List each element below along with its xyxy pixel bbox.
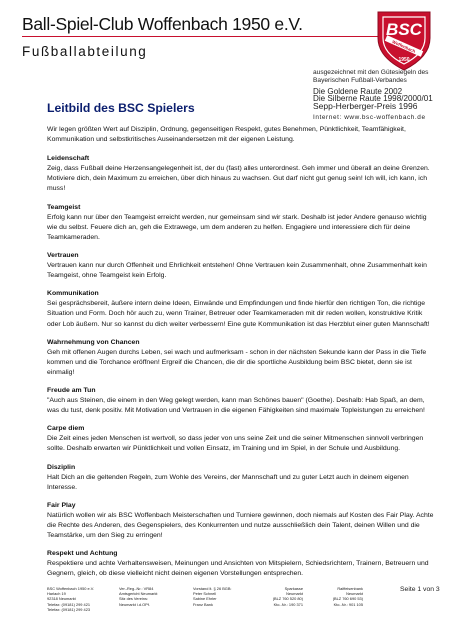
section-text: Geh mit offenen Augen durchs Leben, sei wach und aufmerksam - schon in der nächsten Sekunde kann der Pass in die Tiefe kommen und die Torchance eröffnen! Ergreif die Chancen, die dir die sportliche Ausbildung beim BSC bietet, denn sie ist einmalig! [47, 348, 427, 376]
footer-line: Kto.-Nr.: 901 105 [333, 601, 363, 607]
footer-line: Neumarkt [346, 591, 363, 597]
section-heading: Kommunikation [47, 290, 99, 298]
section-heading: Respekt und Achtung [47, 550, 118, 558]
section-kommunikation [47, 289, 435, 329]
internet-address: Internet: www.bsc-woffenbach.de [313, 113, 426, 121]
section-text: Die Zeit eines jeden Menschen ist wertvoll, so dass jeder von uns seine Zeit und die seiner Mitmenschen sinnvoll verbringen sollte. Deshalb erwarten wir Pünktlichkeit und vollen Einsatz, im Training und im Spiel, in der Schule und Ausbildung. [47, 435, 424, 453]
footer-address [47, 586, 94, 612]
awards-block [313, 69, 443, 122]
section-text: Natürlich wollen wir als BSC Woffenbach Meisterschaften und Turniere gewinnen, doch niemals auf Kosten des Fair Play. Achte die Rechte des Anderen, des Gegenspielers, des Konkurrenten und nutze ausschließlich dein Talent, deinen Willen und die Teamstärke, um den Sieg zu erringen! [47, 511, 434, 540]
award-line-1: ausgezeichnet mit den Gütesiegeln des [313, 69, 429, 76]
document-body [47, 125, 435, 587]
footer-line: Neumarkt [286, 591, 303, 597]
award-herberger-preis: Sepp-Herberger-Preis 1996 [313, 101, 418, 112]
footer-registry [119, 586, 158, 607]
logo-year: 1950 [398, 57, 410, 63]
footer-bank-sparkasse [255, 586, 303, 607]
section-heading: Fair Play [47, 501, 76, 509]
footer-line: Sabine Ehrler [193, 596, 217, 602]
logo-text: BSC [386, 20, 422, 39]
footer-line: Telefax: (09181) 299 423 [47, 606, 91, 612]
section-text: Erfolg kann nur über den Teamgeist erreicht werden, nur gemeinsam sind wir stark. Deshalb ist jeder Andere genauso wichtig wie du selbst. Feuere dich an, geh die Extrawege, um dem anderen zu helfen. Engagiere und interessiere dich für deine Teamkameraden. [47, 213, 427, 241]
footer-line: Amtsgericht Neumarkt [119, 591, 158, 597]
section-wahrnehmung [47, 338, 435, 378]
section-heading: Teamgeist [47, 203, 81, 211]
footer-line: Neumarkt i.d.OPf. [119, 601, 150, 607]
club-name: Ball-Spiel-Club Woffenbach 1950 e.V. [22, 14, 303, 34]
section-heading: Wahrnehmung von Chancen [47, 338, 140, 346]
footer-line: Sparkasse [284, 586, 303, 591]
document-title: Leitbild des BSC Spielers [47, 101, 195, 115]
award-goldene-raute: Die Goldene Raute 2002 [313, 86, 403, 96]
page-number: Seite 1 von 3 [400, 586, 440, 593]
section-heading: Freude am Tun [47, 386, 96, 394]
section-heading: Disziplin [47, 463, 76, 471]
section-fair-play [47, 501, 435, 541]
intro-paragraph: Wir legen größten Wert auf Disziplin, Ordnung, gegenseitigen Respekt, gutes Benehmen, Pünktlichkeit, Teamfähigkeit, Kommunikation und selbstkritisches Auseinandersetzen mit der eigenen Leistung. [47, 126, 406, 144]
club-logo [374, 8, 434, 72]
section-text: Halt Dich an die geltenden Regeln, zum Wohle des Vereins, der Mannschaft und zu guter Letzt auch in deinem eigenen Interesse. [47, 473, 409, 491]
footer-line: Raiffeisenbank [337, 586, 363, 591]
footer-line: Peter Schnell [193, 591, 217, 597]
section-freude [47, 386, 435, 416]
section-heading: Leidenschaft [47, 155, 90, 163]
section-leidenschaft [47, 154, 435, 194]
section-text: Respektiere und achte Verhaltensweisen, Meinungen und Ansichten von Mitspielern, Schiedsrichtern, Trainern, Betreuern und Gegnern, gleich, ob diese vielleicht nicht deinen eigenen Vorstellungen entsprechen. [47, 560, 429, 578]
section-respekt [47, 549, 435, 579]
footer-line: Vorstand lt. § 26 BGB: [193, 586, 232, 591]
footer-line: Kto.-Nr.: 190 371 [273, 601, 303, 607]
section-carpe-diem [47, 424, 435, 454]
section-text: "Auch aus Steinen, die einem in den Weg gelegt werden, kann man Schönes bauen" (Goethe). Deshalb: Hab Spaß, an dem, was du tust, denk positiv. Mit Motivation und Vertrauen in die eigenen Fähigkeiten sind maximale Topleistungen zu erreichen! [47, 397, 425, 415]
footer-line: Franz Bank [193, 601, 213, 607]
section-text: Vertrauen kann nur durch Offenheit und Ehrlichkeit entstehen! Ohne Vertrauen kein Zusammenhalt, ohne Zusammenhalt kein Teamgeist, ohne Teamgeist kein Erfolg. [47, 262, 427, 280]
section-vertrauen [47, 251, 435, 281]
section-text: Sei gesprächsbereit, äußere intern deine Ideen, Einwände und Empfindungen und finde hierfür den richtigen Ton, die richtige Situation und Form. Doch hör auch zu, wenn Trainer, Betreuer oder Teamkameraden mit dir reden wollen, konstruktive Kritik oder Lob äußern. Nur so kannst du dich weiter verbessern! Eine gute Kommunikation ist das Herzblut einer guten Mannschaft! [47, 300, 430, 328]
award-silberne-raute: Die Silberne Raute 1998/2000/01 [313, 94, 433, 104]
header-divider [22, 36, 400, 37]
footer-line: Telefax: (09181) 299 421 [47, 601, 91, 607]
section-disziplin [47, 463, 435, 493]
footer-line: Harlach 19 [47, 591, 66, 597]
section-text: Zeig, dass Fußball deine Herzensangelegenheit ist, der du (fast) alles unterordnest. Geh immer und überall an deine Grenzen. Motiviere dich, dein Maximum zu erreichen, über dich hinaus zu wachsen. Gut darf nicht gut genug sein! Ich will, ich kann, ich muss! [47, 165, 430, 193]
department-name: Fußballabteilung [22, 44, 148, 59]
footer-line: BSC Woffenbach 1950 e.V. [47, 586, 95, 591]
footer-line: (BLZ 760 690 53) [332, 596, 363, 602]
section-heading: Carpe diem [47, 425, 85, 433]
footer-board [193, 586, 232, 607]
footer-line: Ver.-Reg.-Nr.: VR84 [119, 586, 154, 591]
section-heading: Vertrauen [47, 251, 79, 259]
footer-line: Sitz des Vereins: [119, 596, 148, 602]
award-line-2: Bayerischen Fußball-Verbandes [313, 76, 407, 84]
footer-line: 92318 Neumarkt [47, 596, 76, 602]
footer-bank-raiffeisen [315, 586, 363, 607]
footer-line: (BLZ 760 520 80) [272, 596, 303, 602]
section-teamgeist [47, 203, 435, 243]
logo-subtext: Woffenbach [391, 39, 417, 54]
